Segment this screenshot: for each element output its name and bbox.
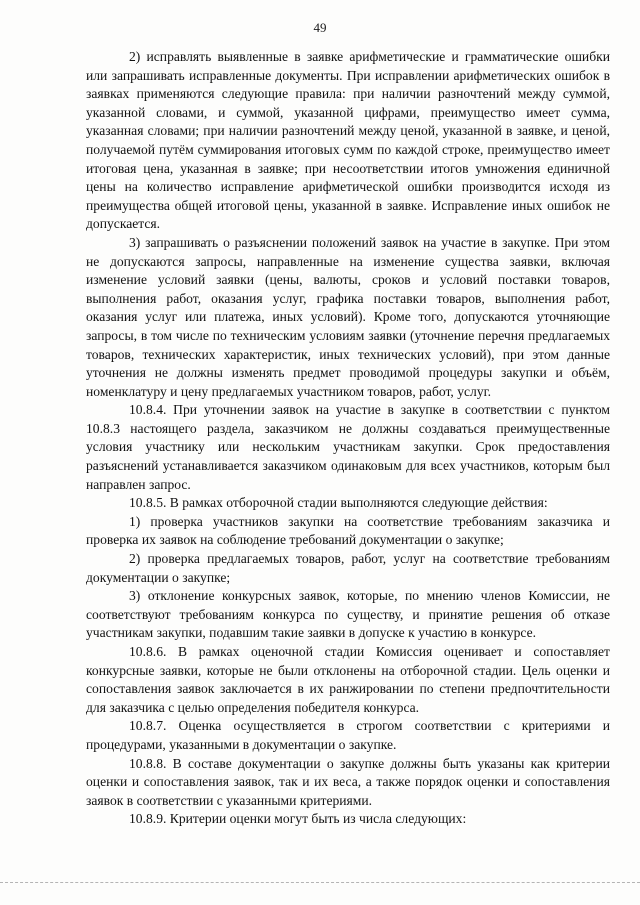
- scan-edge-line: [0, 882, 640, 883]
- paragraph-10-8-5-item-1: 1) проверка участников закупки на соответствие требованиям заказчика и проверка их заявок на соблюдение требований документации о закупке;: [86, 513, 610, 548]
- paragraph-item-3: 3) запрашивать о разъяснении положений заявок на участие в закупке. При этом не допускаются запросы, направленные на изменение существа заявки, включая изменение условий заявки (цены, валюты, сроков и условий поставки товаров, выполнения работ, оказания услуг, графика поставки товаров, выполнения работ, оказания услуг или платежа, иных условий). Кроме того, допускаются уточняющие запросы, в том числе по техническим условиям заявки (уточнение перечня предлагаемых товаров, технических характеристик, иных технических условий), при этом данные уточнения не должны изменять предмет проводимой процедуры закупки и объём, номенклатуру и цену предлагаемых участником товаров, работ, услуг.: [86, 234, 610, 399]
- document-body: [86, 48, 610, 829]
- paragraph-10-8-5: 10.8.5. В рамках отборочной стадии выполняются следующие действия:: [129, 495, 548, 511]
- paragraph-item-2: 2) исправлять выявленные в заявке арифметические и грамматические ошибки или запрашивать исправленные документы. При исправлении арифметических ошибок в заявках применяются следующие правила: при наличии разночтений между суммой, указанной словами, и суммой, указанной цифрами, преимущество имеет сумма, указанная словами; при наличии разночтений между ценой, указанной в заявке, и ценой, получаемой путём суммирования итоговых сумм по каждой строке, преимущество имеет итоговая цена, указанная в заявке; при несоответствии итогов умножения единичной цены на количество исправление арифметической ошибки производится исходя из преимущества общей итоговой цены, указанной в заявке. Исправление иных ошибок не допускается.: [86, 49, 610, 232]
- paragraph-10-8-5-item-3: 3) отклонение конкурсных заявок, которые, по мнению членов Комиссии, не соответствуют требованиям конкурса по существу, и принятие решения об отказе участникам закупки, подавшим такие заявки в допуске к участию в конкурсе.: [86, 588, 610, 641]
- paragraph-10-8-8: 10.8.8. В составе документации о закупке должны быть указаны как критерии оценки и сопоставления заявок, так и их веса, а также порядок оценки и сопоставления заявок в соответствии с указанными критериями.: [86, 755, 610, 808]
- paragraph-10-8-5-item-2: 2) проверка предлагаемых товаров, работ, услуг на соответствие требованиям документации о закупке;: [86, 551, 610, 585]
- paragraph-10-8-4: 10.8.4. При уточнении заявок на участие в закупке в соответствии с пунктом 10.8.3 настоящего раздела, заказчиком не должны создаваться преимущественные условия участнику или нескольким участникам закупки. Срок предоставления разъяснений устанавливается заказчиком одинаковым для всех участников, которым был направлен запрос.: [86, 402, 610, 492]
- paragraph-10-8-7: 10.8.7. Оценка осуществляется в строгом соответствии с критериями и процедурами, указанными в документации о закупке.: [86, 718, 610, 752]
- page-number: 49: [313, 20, 327, 35]
- paragraph-10-8-6: 10.8.6. В рамках оценочной стадии Комиссия оценивает и сопоставляет конкурсные заявки, которые не были отклонены на отборочной стадии. Цель оценки и сопоставления заявок заключается в их ранжировании по степени предпочтительности для заказчика с целью определения победителя конкурса.: [86, 644, 610, 715]
- paragraph-10-8-9: 10.8.9. Критерии оценки могут быть из числа следующих:: [129, 811, 467, 827]
